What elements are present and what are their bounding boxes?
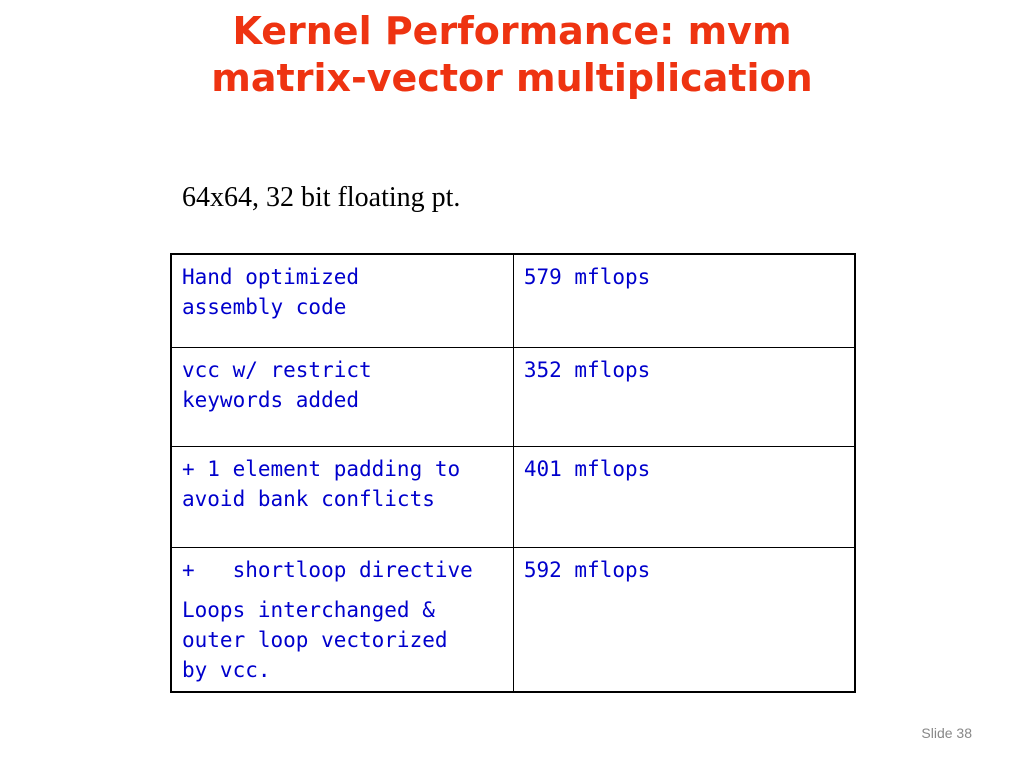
slide-subtitle: 64x64, 32 bit floating pt.	[182, 182, 461, 213]
method-text: Hand optimized	[182, 265, 360, 289]
result-text: 592 mflops	[523, 558, 651, 582]
method-note	[182, 595, 507, 685]
result-text: 401 mflops	[523, 457, 651, 481]
slide-title-line-1: Kernel Performance: mvm	[232, 9, 792, 53]
result-text: 579 mflops	[523, 265, 651, 289]
method-text: + shortloop directive	[182, 558, 473, 582]
table-row	[171, 548, 855, 693]
slide-title-line-2: matrix-vector multiplication	[211, 56, 813, 100]
method-text: by vcc.	[182, 658, 271, 682]
method-cell	[171, 548, 513, 693]
method-text: Loops interchanged &	[182, 598, 435, 622]
result-cell	[513, 348, 855, 447]
method-text: keywords added	[182, 388, 360, 412]
method-cell	[171, 447, 513, 548]
method-cell	[171, 348, 513, 447]
result-cell	[513, 548, 855, 693]
table-row	[171, 447, 855, 548]
table-row	[171, 254, 855, 348]
method-text: avoid bank conflicts	[182, 487, 435, 511]
result-text: 352 mflops	[523, 358, 651, 382]
performance-table	[170, 253, 856, 693]
slide-title	[0, 8, 1024, 102]
result-cell	[513, 254, 855, 348]
method-text: assembly code	[182, 295, 347, 319]
result-cell	[513, 447, 855, 548]
method-text: + 1 element padding to	[182, 457, 461, 481]
method-cell	[171, 254, 513, 348]
table-row	[171, 348, 855, 447]
method-text: vcc w/ restrict	[182, 358, 372, 382]
slide-number: Slide 38	[921, 725, 972, 741]
method-text: outer loop vectorized	[182, 628, 448, 652]
